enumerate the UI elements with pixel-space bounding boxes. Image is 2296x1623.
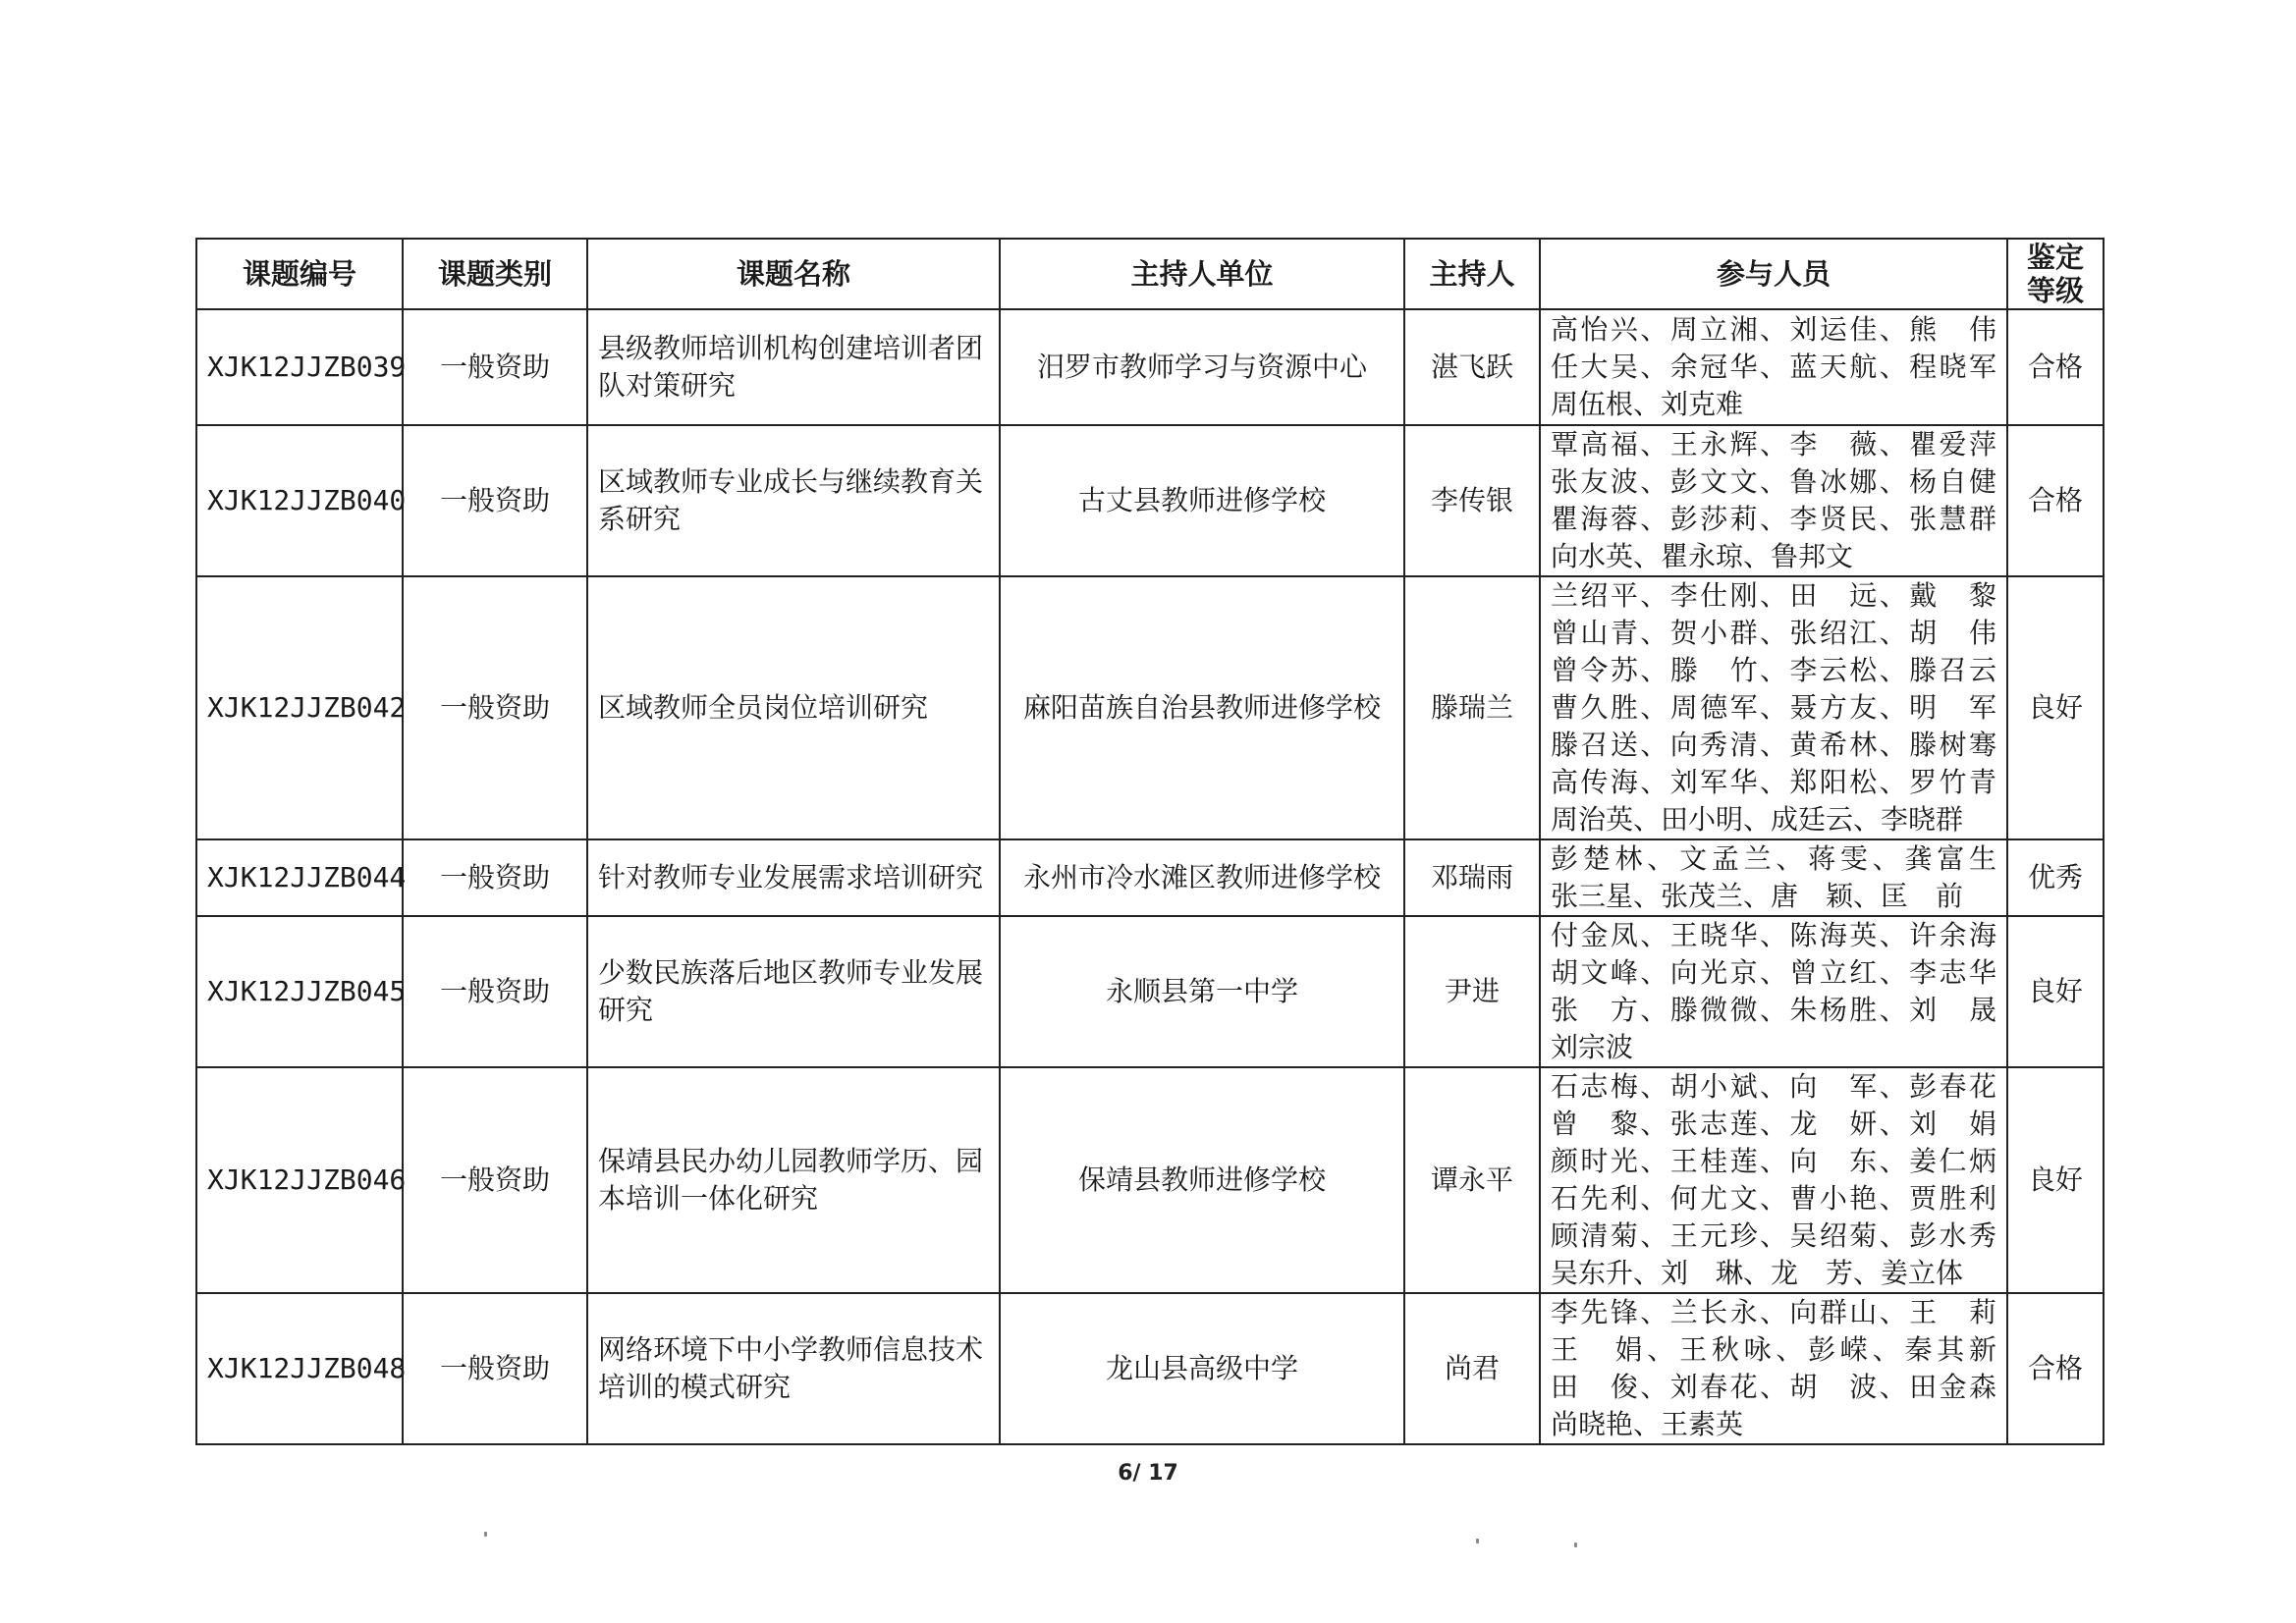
header-row (196, 239, 2104, 309)
header-grade-label: 鉴定等级 (2026, 241, 2084, 307)
participant-line: 顾清菊、王元珍、吴绍菊、彭水秀 (1551, 1219, 1996, 1252)
table-row (196, 425, 2104, 576)
appraisal-grade: 良好 (2007, 1067, 2104, 1293)
participant-list (1540, 309, 2007, 425)
participant-line: 胡文峰、向光京、曾立红、李志华 (1551, 956, 1996, 989)
project-title: 区域教师全员岗位培训研究 (587, 576, 1000, 839)
appraisal-grade: 良好 (2007, 576, 2104, 839)
appraisal-grade: 合格 (2007, 1293, 2104, 1444)
appraisal-results-table (195, 238, 2105, 1445)
participant-line: 高传海、刘军华、郑阳松、罗竹青 (1551, 766, 1996, 798)
table-row (196, 839, 2104, 916)
host-name: 李传银 (1404, 425, 1540, 576)
participant-line: 兰绍平、李仕刚、田 远、戴 黎 (1551, 579, 1996, 612)
host-unit: 古丈县教师进修学校 (1000, 425, 1404, 576)
header-code: 课题编号 (196, 239, 403, 309)
scan-speck (1574, 1542, 1577, 1547)
table-body (196, 309, 2104, 1444)
project-title: 区域教师专业成长与继续教育关系研究 (587, 425, 1000, 576)
project-title: 县级教师培训机构创建培训者团队对策研究 (587, 309, 1000, 425)
participant-line: 覃高福、王永辉、李 薇、瞿爱萍 (1551, 428, 1996, 460)
host-unit: 永州市冷水滩区教师进修学校 (1000, 839, 1404, 916)
table-row (196, 1293, 2104, 1444)
scan-speck (484, 1532, 487, 1537)
participant-line: 曹久胜、周德军、聂方友、明 军 (1551, 691, 1996, 724)
table-row (196, 576, 2104, 839)
header-unit: 主持人单位 (1000, 239, 1404, 309)
host-unit: 龙山县高级中学 (1000, 1293, 1404, 1444)
header-category: 课题类别 (403, 239, 587, 309)
participant-line: 刘宗波 (1551, 1031, 1634, 1063)
header-host: 主持人 (1404, 239, 1540, 309)
participant-line: 付金凤、王晓华、陈海英、许余海 (1551, 919, 1996, 951)
host-name: 滕瑞兰 (1404, 576, 1540, 839)
participant-line: 周治英、田小明、成廷云、李晓群 (1551, 803, 1964, 836)
participant-line: 尚晓艳、王素英 (1551, 1408, 1744, 1440)
host-unit: 保靖县教师进修学校 (1000, 1067, 1404, 1293)
participant-list (1540, 1067, 2007, 1293)
participant-line: 滕召送、向秀清、黄希林、滕树骞 (1551, 729, 1996, 761)
project-category: 一般资助 (403, 916, 587, 1067)
participant-line: 石志梅、胡小斌、向 军、彭春花 (1551, 1070, 1996, 1103)
host-name: 湛飞跃 (1404, 309, 1540, 425)
project-category: 一般资助 (403, 1293, 587, 1444)
participant-line: 任大吴、余冠华、蓝天航、程晓军 (1551, 351, 1996, 383)
participant-line: 曾山青、贺小群、张绍江、胡 伟 (1551, 617, 1996, 649)
project-category: 一般资助 (403, 1067, 587, 1293)
participant-line: 颜时光、王桂莲、向 东、姜仁炳 (1551, 1145, 1996, 1177)
participant-line: 向水英、瞿永琼、鲁邦文 (1551, 540, 1854, 572)
host-name: 邓瑞雨 (1404, 839, 1540, 916)
participant-line: 曾 黎、张志莲、龙 妍、刘 娟 (1551, 1108, 1996, 1140)
project-code: XJK12JJZB044 (196, 839, 403, 916)
project-category: 一般资助 (403, 309, 587, 425)
host-unit: 永顺县第一中学 (1000, 916, 1404, 1067)
participant-line: 彭楚林、文孟兰、蒋雯、龚富生 (1551, 842, 1996, 875)
header-members: 参与人员 (1540, 239, 2007, 309)
host-name: 尚君 (1404, 1293, 1540, 1444)
project-code: XJK12JJZB040 (196, 425, 403, 576)
host-unit: 汨罗市教师学习与资源中心 (1000, 309, 1404, 425)
participant-line: 张三星、张茂兰、唐 颖、匡 前 (1551, 880, 1964, 912)
participant-line: 张 方、滕微微、朱杨胜、刘 晟 (1551, 994, 1996, 1026)
table-row (196, 1067, 2104, 1293)
appraisal-grade: 良好 (2007, 916, 2104, 1067)
scan-speck (1476, 1539, 1479, 1543)
header-title: 课题名称 (587, 239, 1000, 309)
participant-line: 张友波、彭文文、鲁冰娜、杨自健 (1551, 465, 1996, 498)
table-row (196, 916, 2104, 1067)
project-title: 少数民族落后地区教师专业发展研究 (587, 916, 1000, 1067)
project-category: 一般资助 (403, 425, 587, 576)
participant-list (1540, 425, 2007, 576)
participant-list (1540, 916, 2007, 1067)
participant-line: 周伍根、刘克难 (1551, 388, 1744, 420)
project-category: 一般资助 (403, 576, 587, 839)
participant-line: 田 俊、刘春花、胡 波、田金森 (1551, 1371, 1996, 1403)
project-code: XJK12JJZB045 (196, 916, 403, 1067)
host-unit: 麻阳苗族自治县教师进修学校 (1000, 576, 1404, 839)
participant-line: 王 娟、王秋咏、彭嵘、秦其新 (1551, 1333, 1996, 1366)
participant-list (1540, 576, 2007, 839)
project-title: 保靖县民办幼儿园教师学历、园本培训一体化研究 (587, 1067, 1000, 1293)
table-row (196, 309, 2104, 425)
host-name: 尹进 (1404, 916, 1540, 1067)
project-code: XJK12JJZB042 (196, 576, 403, 839)
appraisal-grade: 合格 (2007, 425, 2104, 576)
page-number: 6/ 17 (1118, 1461, 1178, 1486)
participant-list (1540, 839, 2007, 916)
header-grade (2007, 239, 2104, 309)
host-name: 谭永平 (1404, 1067, 1540, 1293)
project-code: XJK12JJZB039 (196, 309, 403, 425)
appraisal-grade: 合格 (2007, 309, 2104, 425)
participant-line: 石先利、何尤文、曹小艳、贾胜利 (1551, 1182, 1996, 1215)
project-title: 网络环境下中小学教师信息技术培训的模式研究 (587, 1293, 1000, 1444)
project-code: XJK12JJZB046 (196, 1067, 403, 1293)
participant-line: 高怡兴、周立湘、刘运佳、熊 伟 (1551, 313, 1996, 346)
project-code: XJK12JJZB048 (196, 1293, 403, 1444)
participant-list (1540, 1293, 2007, 1444)
participant-line: 瞿海蓉、彭莎莉、李贤民、张慧群 (1551, 503, 1996, 535)
project-title: 针对教师专业发展需求培训研究 (587, 839, 1000, 916)
participant-line: 吴东升、刘 琳、龙 芳、姜立体 (1551, 1257, 1964, 1289)
participant-line: 李先锋、兰长永、向群山、王 莉 (1551, 1296, 1996, 1328)
project-category: 一般资助 (403, 839, 587, 916)
appraisal-grade: 优秀 (2007, 839, 2104, 916)
participant-line: 曾令苏、滕 竹、李云松、滕召云 (1551, 654, 1996, 686)
